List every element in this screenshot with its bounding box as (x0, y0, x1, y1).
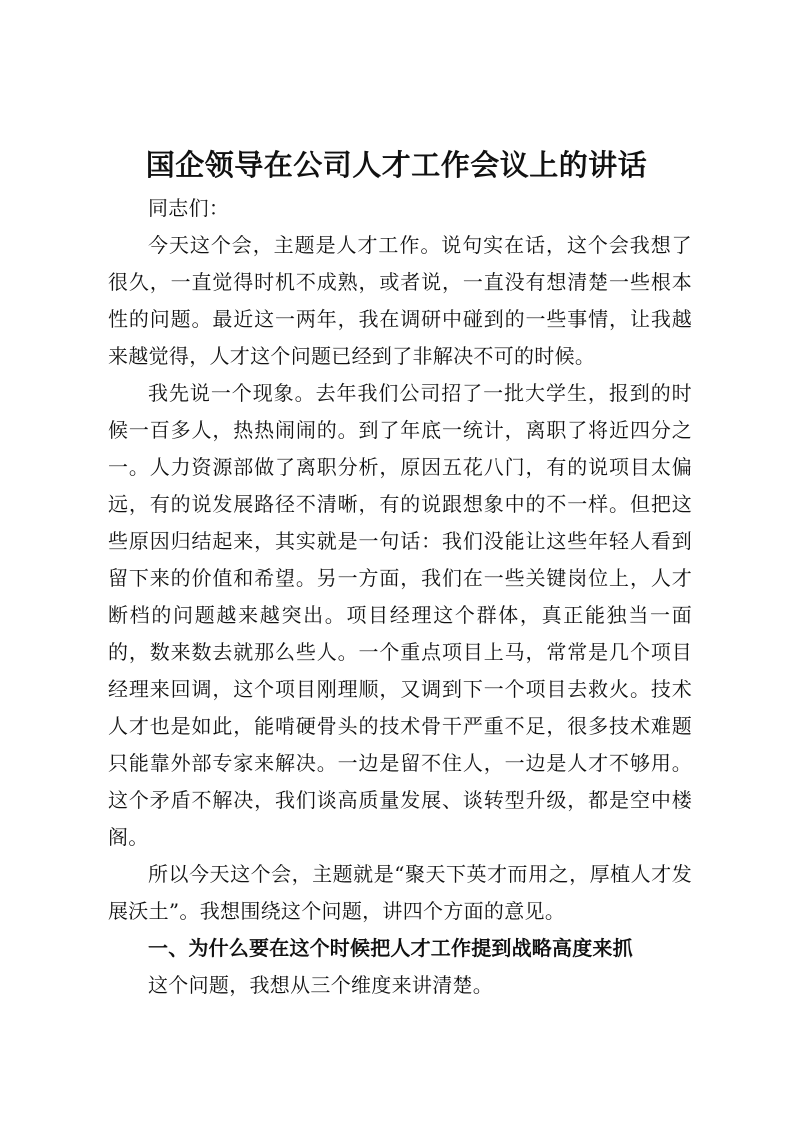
document-body (108, 190, 692, 1004)
paragraph-2: 我先说一个现象。去年我们公司招了一批大学生，报到的时候一百多人，热热闹闹的。到了年底一统计，离职了将近四分之一。人力资源部做了离职分析，原因五花八门，有的说项目太偏远，有的说发展路径不清晰，有的说跟想象中的不一样。但把这些原因归结起来，其实就是一句话：我们没能让这些年轻人看到留下来的价值和希望。另一方面，我们在一些关键岗位上，人才断档的问题越来越突出。项目经理这个群体，真正能独当一面的，数来数去就那么些人。一个重点项目上马，常常是几个项目经理来回调，这个项目刚理顺，又调到下一个项目去救火。技术人才也是如此，能啃硬骨头的技术骨干严重不足，很多技术难题只能靠外部专家来解决。一边是留不住人，一边是人才不够用。这个矛盾不解决，我们谈高质量发展、谈转型升级，都是空中楼阁。 (108, 381, 692, 849)
paragraph-3: 所以今天这个会，主题就是“聚天下英才而用之，厚植人才发展沃土”。我想围绕这个问题，讲四个方面的意见。 (108, 862, 692, 923)
document-title: 国企领导在公司人才工作会议上的讲话 (145, 148, 648, 182)
section-1-paragraph: 这个问题，我想从三个维度来讲清楚。 (148, 973, 494, 997)
paragraph-1: 今天这个会，主题是人才工作。说句实在话，这个会我想了很久，一直觉得时机不成熟，或者说，一直没有想清楚一些根本性的问题。最近这一两年，我在调研中碰到的一些事情，让我越来越觉得，人才这个问题已经到了非解决不可的时候。 (108, 233, 692, 368)
salutation: 同志们： (148, 196, 230, 220)
section-heading-1: 一、为什么要在这个时候把人才工作提到战略高度来抓 (148, 936, 633, 960)
